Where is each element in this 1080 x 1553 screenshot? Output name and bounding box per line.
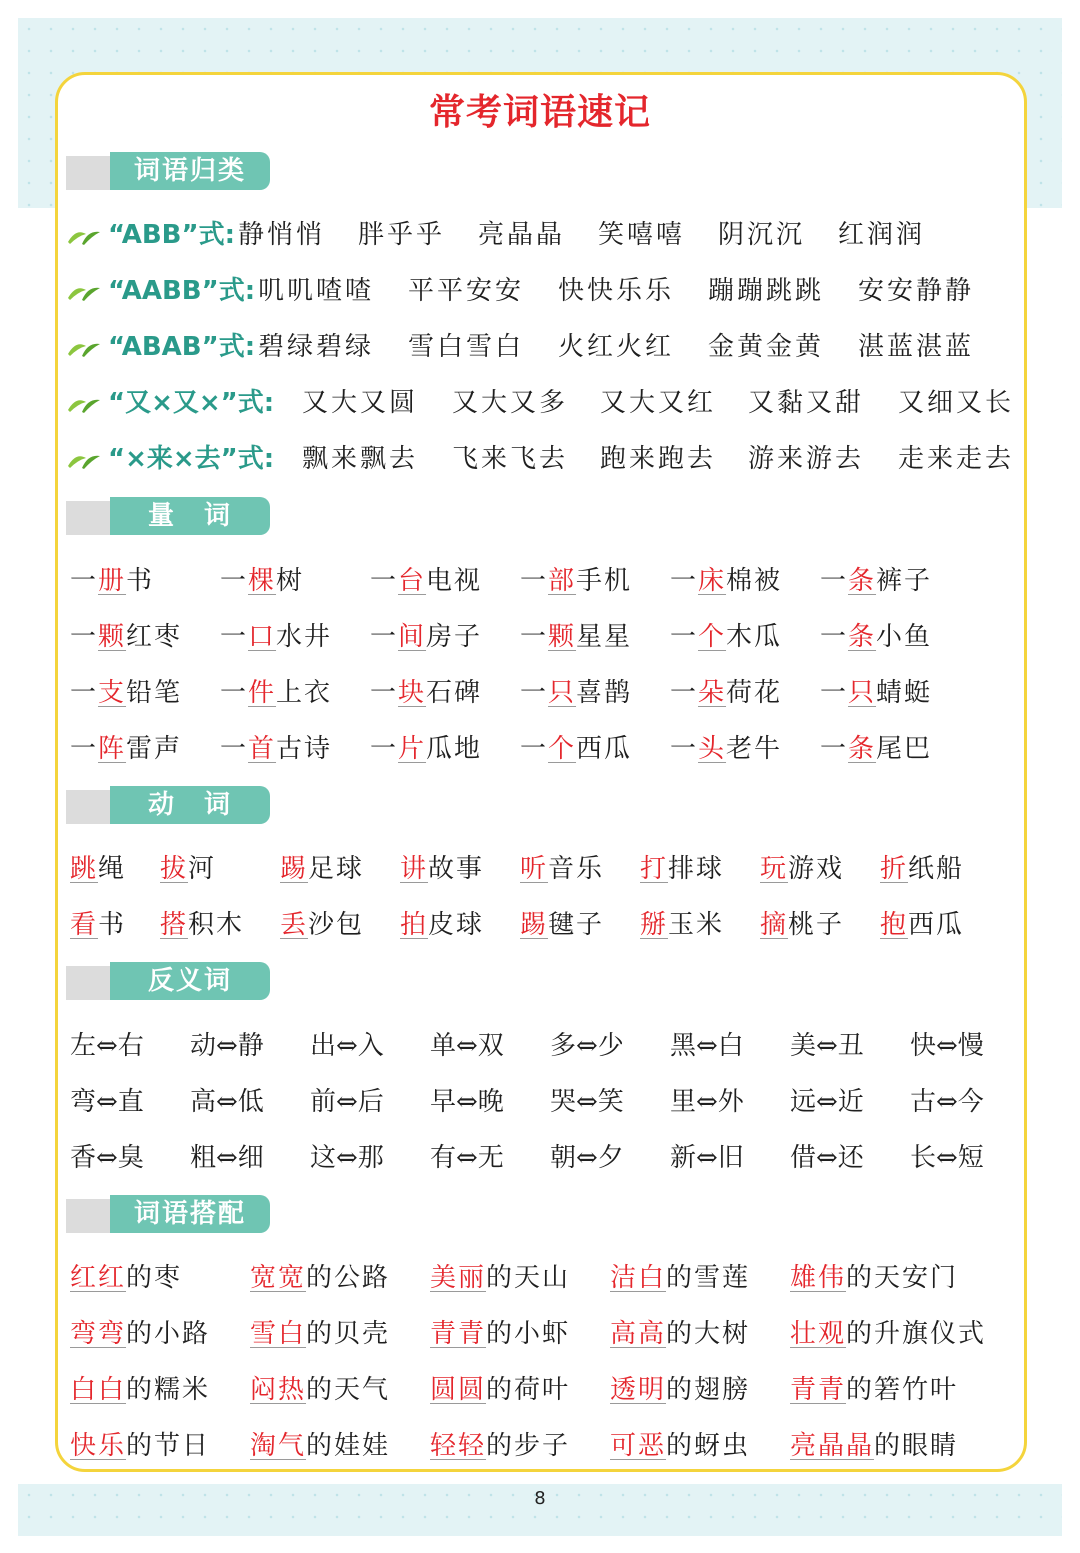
verb-object: 绳 xyxy=(98,854,127,884)
collocation-item xyxy=(250,1425,390,1462)
verb: 玩 xyxy=(760,854,789,884)
classify-row xyxy=(66,326,1040,366)
measure-noun: 小鱼 xyxy=(876,622,933,652)
collocation-adjective: 轻轻 xyxy=(430,1431,487,1461)
measure-item xyxy=(70,616,182,653)
measure-item xyxy=(670,616,782,653)
measure-item xyxy=(70,728,182,765)
measure-noun: 尾巴 xyxy=(876,734,933,764)
measure-word: 片 xyxy=(398,734,427,764)
antonym-pair: 快⇔慢 xyxy=(910,1031,984,1061)
classify-word: 静悄悄 xyxy=(238,220,326,250)
collocation-noun: 的眼睛 xyxy=(874,1431,959,1461)
measure-item xyxy=(670,560,782,597)
measure-item xyxy=(670,672,782,709)
measure-noun: 石碑 xyxy=(426,678,483,708)
header-strip xyxy=(66,156,112,190)
antonym-pair: 单⇔双 xyxy=(430,1031,504,1061)
measure-item xyxy=(520,672,632,709)
measure-word: 部 xyxy=(548,566,577,596)
measure-word: 颗 xyxy=(548,622,577,652)
collocation-noun: 的娃娃 xyxy=(306,1431,391,1461)
verb: 看 xyxy=(70,910,99,940)
measure-word: 头 xyxy=(698,734,727,764)
collocation-item xyxy=(430,1257,570,1294)
section-title: 动 词 xyxy=(110,786,270,824)
leaf-icon xyxy=(66,450,102,470)
verb: 讲 xyxy=(400,854,429,884)
collocation-noun: 的贝壳 xyxy=(306,1319,391,1349)
measure-prefix: 一 xyxy=(670,678,699,708)
collocation-noun: 的枣 xyxy=(126,1263,183,1293)
measure-item xyxy=(520,560,632,597)
antonym-pair: 这⇔那 xyxy=(310,1143,384,1173)
collocation-item xyxy=(70,1425,210,1462)
measure-word: 阵 xyxy=(98,734,127,764)
measure-noun: 棉被 xyxy=(726,566,783,596)
header-strip xyxy=(66,966,112,1000)
verb-item xyxy=(70,848,126,885)
collocation-adjective: 弯弯 xyxy=(70,1319,127,1349)
verb: 跳 xyxy=(70,854,99,884)
classify-word: 碧绿碧绿 xyxy=(258,332,375,362)
measure-item xyxy=(820,560,932,597)
collocation-adjective: 青青 xyxy=(790,1375,847,1405)
classify-label: “AABB”式: xyxy=(108,276,256,306)
measure-item xyxy=(220,616,332,653)
measure-item xyxy=(820,672,932,709)
classify-word: 胖乎乎 xyxy=(358,220,446,250)
collocation-noun: 的天安门 xyxy=(846,1263,959,1293)
measure-noun: 手机 xyxy=(576,566,633,596)
antonym-pair: 借⇔还 xyxy=(790,1143,864,1173)
collocation-item xyxy=(610,1257,750,1294)
measure-word: 块 xyxy=(398,678,427,708)
page-title: 常考词语速记 xyxy=(428,92,651,133)
header-strip xyxy=(66,1199,112,1233)
classify-label: “ABB”式: xyxy=(108,220,235,250)
verb-object: 河 xyxy=(188,854,217,884)
collocation-item xyxy=(610,1313,750,1350)
verb-item xyxy=(520,848,604,885)
collocation-noun: 的天气 xyxy=(306,1375,391,1405)
measure-item xyxy=(370,672,482,709)
antonym-pair: 新⇔旧 xyxy=(670,1143,744,1173)
verb-item xyxy=(880,904,964,941)
classify-word: 又黏又甜 xyxy=(748,388,865,418)
collocation-adjective: 洁白 xyxy=(610,1263,667,1293)
measure-prefix: 一 xyxy=(70,622,99,652)
measure-prefix: 一 xyxy=(370,566,399,596)
measure-prefix: 一 xyxy=(520,566,549,596)
verb: 丢 xyxy=(280,910,309,940)
verb-item xyxy=(520,904,604,941)
measure-word: 间 xyxy=(398,622,427,652)
classify-word: 飘来飘去 xyxy=(302,444,419,474)
verb-item xyxy=(400,904,484,941)
measure-prefix: 一 xyxy=(220,678,249,708)
measure-item xyxy=(70,672,182,709)
section-header-classify xyxy=(66,152,272,192)
antonym-pair: 长⇔短 xyxy=(910,1143,984,1173)
collocation-noun: 的大树 xyxy=(666,1319,751,1349)
measure-item xyxy=(670,728,782,765)
collocation-adjective: 亮晶晶 xyxy=(790,1431,875,1461)
measure-word: 个 xyxy=(548,734,577,764)
measure-item xyxy=(70,560,154,597)
measure-item xyxy=(370,728,482,765)
section-title: 量 词 xyxy=(110,497,270,535)
measure-item xyxy=(520,728,632,765)
measure-prefix: 一 xyxy=(220,566,249,596)
classify-row xyxy=(66,438,1040,478)
collocation-item xyxy=(790,1313,986,1350)
collocation-noun: 的天山 xyxy=(486,1263,571,1293)
classify-word: 红润润 xyxy=(838,220,926,250)
verb: 抱 xyxy=(880,910,909,940)
collocation-adjective: 红红 xyxy=(70,1263,127,1293)
collocation-item xyxy=(250,1257,390,1294)
classify-word: 笑嘻嘻 xyxy=(598,220,686,250)
classify-word: 安安静静 xyxy=(858,276,975,306)
verb: 折 xyxy=(880,854,909,884)
measure-prefix: 一 xyxy=(670,622,699,652)
classify-row xyxy=(66,214,1040,254)
measure-word: 朵 xyxy=(698,678,727,708)
section-header-antonyms xyxy=(66,962,272,1002)
classify-word: 跑来跑去 xyxy=(600,444,717,474)
collocation-noun: 的雪莲 xyxy=(666,1263,751,1293)
measure-noun: 铅笔 xyxy=(126,678,183,708)
verb-item xyxy=(640,848,724,885)
measure-noun: 雷声 xyxy=(126,734,183,764)
measure-noun: 电视 xyxy=(426,566,483,596)
measure-word: 条 xyxy=(848,566,877,596)
measure-prefix: 一 xyxy=(670,566,699,596)
measure-prefix: 一 xyxy=(520,734,549,764)
measure-prefix: 一 xyxy=(220,734,249,764)
verb: 摘 xyxy=(760,910,789,940)
collocation-noun: 的公路 xyxy=(306,1263,391,1293)
collocation-noun: 的升旗仪式 xyxy=(846,1319,987,1349)
verb: 听 xyxy=(520,854,549,884)
collocation-item xyxy=(790,1425,958,1462)
classify-word: 湛蓝湛蓝 xyxy=(858,332,975,362)
header-strip xyxy=(66,790,112,824)
verb: 掰 xyxy=(640,910,669,940)
measure-word: 口 xyxy=(248,622,277,652)
collocation-noun: 的小虾 xyxy=(486,1319,571,1349)
collocation-noun: 的翅膀 xyxy=(666,1375,751,1405)
measure-prefix: 一 xyxy=(70,566,99,596)
antonym-pair: 弯⇔直 xyxy=(70,1087,144,1117)
collocation-adjective: 闷热 xyxy=(250,1375,307,1405)
collocation-item xyxy=(430,1369,570,1406)
classify-word: 火红火红 xyxy=(558,332,675,362)
measure-noun: 裤子 xyxy=(876,566,933,596)
classify-word: 阴沉沉 xyxy=(718,220,806,250)
verb-object: 皮球 xyxy=(428,910,485,940)
verb-object: 游戏 xyxy=(788,854,845,884)
antonym-pair: 朝⇔夕 xyxy=(550,1143,624,1173)
collocation-noun: 的步子 xyxy=(486,1431,571,1461)
verb: 踢 xyxy=(520,910,549,940)
classify-label: “×来×去”式: xyxy=(108,444,275,474)
collocation-item xyxy=(430,1425,570,1462)
classify-word: 蹦蹦跳跳 xyxy=(708,276,825,306)
measure-word: 床 xyxy=(698,566,727,596)
measure-noun: 荷花 xyxy=(726,678,783,708)
measure-prefix: 一 xyxy=(370,734,399,764)
antonym-pair: 哭⇔笑 xyxy=(550,1087,624,1117)
measure-item xyxy=(820,728,932,765)
measure-item xyxy=(370,616,482,653)
collocation-adjective: 透明 xyxy=(610,1375,667,1405)
measure-noun: 古诗 xyxy=(276,734,333,764)
collocation-adjective: 雪白 xyxy=(250,1319,307,1349)
leaf-icon xyxy=(66,338,102,358)
classify-word: 金黄金黄 xyxy=(708,332,825,362)
collocation-item xyxy=(70,1257,182,1294)
measure-word: 只 xyxy=(848,678,877,708)
measure-prefix: 一 xyxy=(70,734,99,764)
collocation-adjective: 白白 xyxy=(70,1375,127,1405)
measure-word: 个 xyxy=(698,622,727,652)
collocation-item xyxy=(610,1425,750,1462)
classify-word: 叽叽喳喳 xyxy=(258,276,375,306)
measure-noun: 星星 xyxy=(576,622,633,652)
classify-word: 又大又多 xyxy=(452,388,569,418)
classify-word: 又细又长 xyxy=(898,388,1015,418)
measure-item xyxy=(520,616,632,653)
measure-prefix: 一 xyxy=(220,622,249,652)
section-header-collocation xyxy=(66,1195,272,1235)
collocation-adjective: 高高 xyxy=(610,1319,667,1349)
verb-item xyxy=(760,904,844,941)
leaf-icon xyxy=(66,394,102,414)
measure-item xyxy=(220,728,332,765)
verb: 踢 xyxy=(280,854,309,884)
collocation-adjective: 雄伟 xyxy=(790,1263,847,1293)
verb: 打 xyxy=(640,854,669,884)
verb-item xyxy=(160,848,216,885)
antonym-pair: 黑⇔白 xyxy=(670,1031,744,1061)
collocation-adjective: 宽宽 xyxy=(250,1263,307,1293)
classify-word: 又大又圆 xyxy=(302,388,419,418)
measure-noun: 房子 xyxy=(426,622,483,652)
measure-noun: 蜻蜓 xyxy=(876,678,933,708)
verb-object: 音乐 xyxy=(548,854,605,884)
collocation-noun: 的小路 xyxy=(126,1319,211,1349)
measure-noun: 红枣 xyxy=(126,622,183,652)
classify-label: “ABAB”式: xyxy=(108,332,256,362)
classify-word: 快快乐乐 xyxy=(558,276,675,306)
collocation-noun: 的荷叶 xyxy=(486,1375,571,1405)
measure-noun: 西瓜 xyxy=(576,734,633,764)
classify-word: 雪白雪白 xyxy=(408,332,525,362)
collocation-item xyxy=(250,1369,390,1406)
verb-object: 排球 xyxy=(668,854,725,884)
verb-object: 桃子 xyxy=(788,910,845,940)
measure-noun: 木瓜 xyxy=(726,622,783,652)
measure-item xyxy=(220,672,332,709)
measure-word: 支 xyxy=(98,678,127,708)
antonym-pair: 远⇔近 xyxy=(790,1087,864,1117)
header-strip xyxy=(66,501,112,535)
measure-noun: 喜鹊 xyxy=(576,678,633,708)
antonym-pair: 古⇔今 xyxy=(910,1087,984,1117)
verb-object: 玉米 xyxy=(668,910,725,940)
measure-noun: 书 xyxy=(126,566,155,596)
measure-prefix: 一 xyxy=(820,678,849,708)
measure-item xyxy=(370,560,482,597)
verb-object: 纸船 xyxy=(908,854,965,884)
verb-item xyxy=(760,848,844,885)
measure-prefix: 一 xyxy=(670,734,699,764)
classify-row xyxy=(66,382,1040,422)
measure-word: 首 xyxy=(248,734,277,764)
classify-word: 走来走去 xyxy=(898,444,1015,474)
measure-item xyxy=(220,560,304,597)
verb-object: 积木 xyxy=(188,910,245,940)
collocation-item xyxy=(70,1369,210,1406)
verb-object: 沙包 xyxy=(308,910,365,940)
classify-label: “又×又×”式: xyxy=(108,388,275,418)
measure-prefix: 一 xyxy=(820,622,849,652)
antonym-pair: 前⇔后 xyxy=(310,1087,384,1117)
verb-object: 西瓜 xyxy=(908,910,965,940)
measure-prefix: 一 xyxy=(520,622,549,652)
measure-noun: 瓜地 xyxy=(426,734,483,764)
classify-word: 亮晶晶 xyxy=(478,220,566,250)
collocation-adjective: 快乐 xyxy=(70,1431,127,1461)
collocation-adjective: 青青 xyxy=(430,1319,487,1349)
collocation-adjective: 淘气 xyxy=(250,1431,307,1461)
measure-prefix: 一 xyxy=(520,678,549,708)
verb-item xyxy=(70,904,126,941)
antonym-pair: 高⇔低 xyxy=(190,1087,264,1117)
measure-item xyxy=(820,616,932,653)
collocation-noun: 的节日 xyxy=(126,1431,211,1461)
classify-word: 游来游去 xyxy=(748,444,865,474)
classify-word: 又大又红 xyxy=(600,388,717,418)
measure-word: 件 xyxy=(248,678,277,708)
antonym-pair: 动⇔静 xyxy=(190,1031,264,1061)
classify-word: 平平安安 xyxy=(408,276,525,306)
measure-prefix: 一 xyxy=(370,622,399,652)
measure-word: 只 xyxy=(548,678,577,708)
section-header-verbs xyxy=(66,786,272,826)
leaf-icon xyxy=(66,282,102,302)
antonym-pair: 香⇔臭 xyxy=(70,1143,144,1173)
antonym-pair: 粗⇔细 xyxy=(190,1143,264,1173)
antonym-pair: 出⇔入 xyxy=(310,1031,384,1061)
collocation-noun: 的糯米 xyxy=(126,1375,211,1405)
verb: 搭 xyxy=(160,910,189,940)
collocation-item xyxy=(250,1313,390,1350)
classify-word: 飞来飞去 xyxy=(452,444,569,474)
leaf-icon xyxy=(66,226,102,246)
measure-prefix: 一 xyxy=(820,734,849,764)
collocation-item xyxy=(790,1369,958,1406)
collocation-noun: 的蚜虫 xyxy=(666,1431,751,1461)
antonym-pair: 早⇔晚 xyxy=(430,1087,504,1117)
measure-noun: 水井 xyxy=(276,622,333,652)
section-title: 词语搭配 xyxy=(110,1195,270,1233)
antonym-pair: 有⇔无 xyxy=(430,1143,504,1173)
verb: 拍 xyxy=(400,910,429,940)
measure-noun: 老牛 xyxy=(726,734,783,764)
collocation-adjective: 圆圆 xyxy=(430,1375,487,1405)
measure-prefix: 一 xyxy=(370,678,399,708)
section-title: 反义词 xyxy=(110,962,270,1000)
measure-word: 台 xyxy=(398,566,427,596)
collocation-noun: 的箬竹叶 xyxy=(846,1375,959,1405)
measure-prefix: 一 xyxy=(70,678,99,708)
verb-item xyxy=(880,848,964,885)
verb-object: 足球 xyxy=(308,854,365,884)
measure-noun: 树 xyxy=(276,566,305,596)
page-number: 8 xyxy=(534,1488,546,1509)
verb-object: 毽子 xyxy=(548,910,605,940)
verb-item xyxy=(640,904,724,941)
antonym-pair: 美⇔丑 xyxy=(790,1031,864,1061)
antonym-pair: 多⇔少 xyxy=(550,1031,624,1061)
antonym-pair: 里⇔外 xyxy=(670,1087,744,1117)
collocation-adjective: 可恶 xyxy=(610,1431,667,1461)
collocation-item xyxy=(610,1369,750,1406)
verb-object: 故事 xyxy=(428,854,485,884)
section-title: 词语归类 xyxy=(110,152,270,190)
verb-object: 书 xyxy=(98,910,127,940)
measure-word: 颗 xyxy=(98,622,127,652)
collocation-adjective: 美丽 xyxy=(430,1263,487,1293)
collocation-item xyxy=(70,1313,210,1350)
measure-word: 棵 xyxy=(248,566,277,596)
measure-noun: 上衣 xyxy=(276,678,333,708)
verb-item xyxy=(280,848,364,885)
verb-item xyxy=(160,904,244,941)
measure-word: 条 xyxy=(848,622,877,652)
collocation-item xyxy=(430,1313,570,1350)
collocation-adjective: 壮观 xyxy=(790,1319,847,1349)
antonym-pair: 左⇔右 xyxy=(70,1031,144,1061)
measure-prefix: 一 xyxy=(820,566,849,596)
verb: 拔 xyxy=(160,854,189,884)
verb-item xyxy=(400,848,484,885)
collocation-item xyxy=(790,1257,958,1294)
verb-item xyxy=(280,904,364,941)
classify-row xyxy=(66,270,1040,310)
section-header-measure xyxy=(66,497,272,537)
measure-word: 册 xyxy=(98,566,127,596)
measure-word: 条 xyxy=(848,734,877,764)
